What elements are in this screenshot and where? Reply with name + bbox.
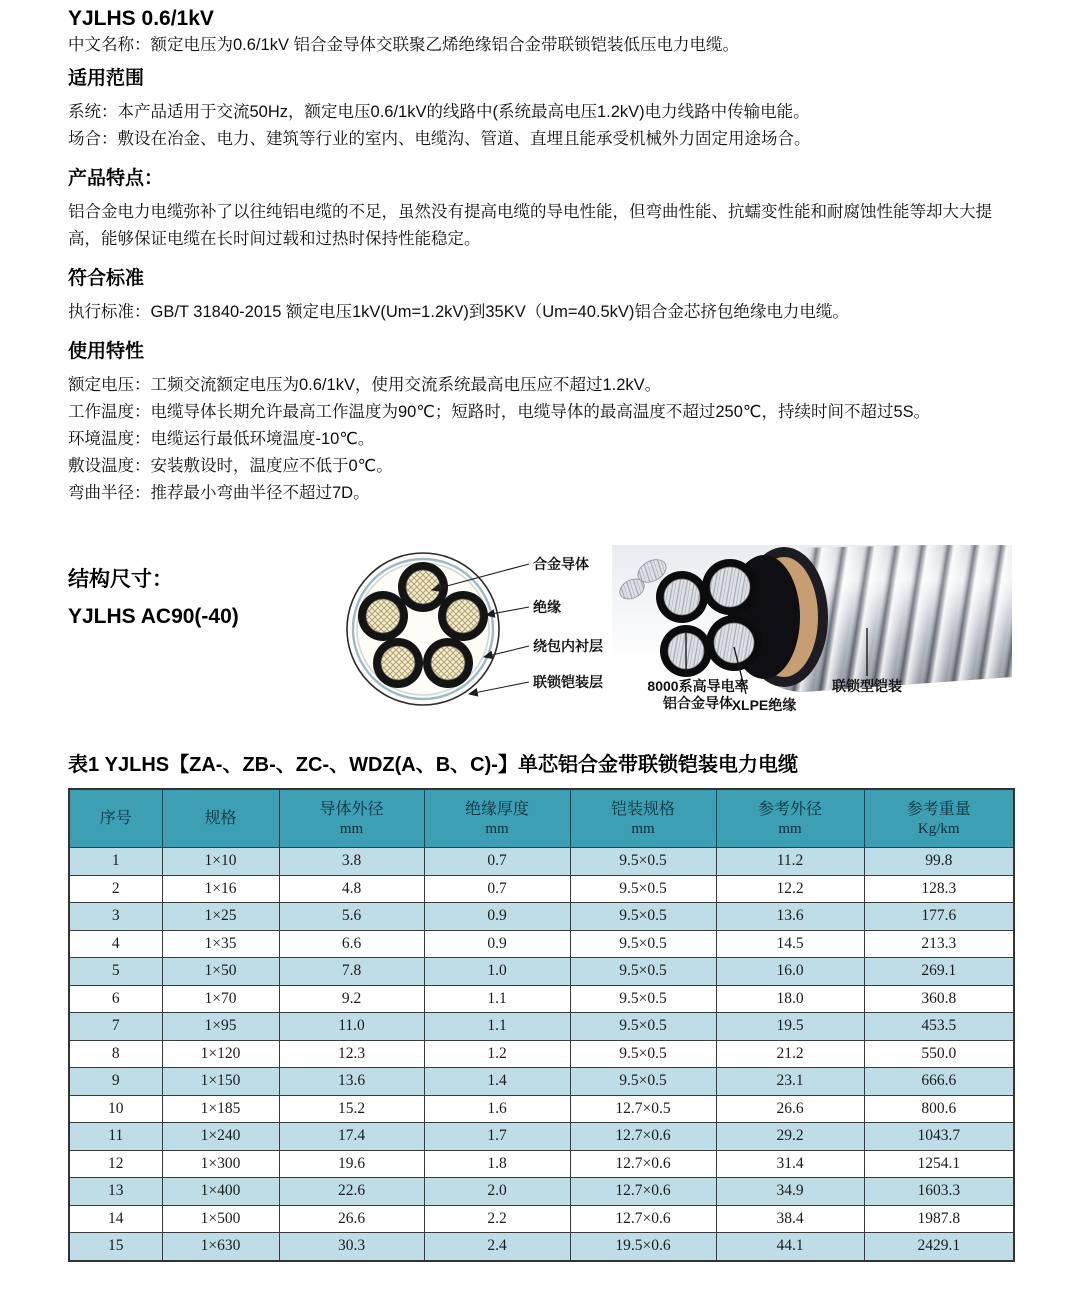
- cell-reference-weight: 1603.3: [864, 1178, 1014, 1206]
- table-row: [69, 1040, 1014, 1068]
- cell-reference-od: 26.6: [716, 1095, 864, 1123]
- cell-insulation-thickness: 1.0: [424, 958, 570, 986]
- section-heading-usage: 使用特性: [68, 341, 145, 362]
- cell-armor-spec: 9.5×0.5: [570, 958, 716, 986]
- structure-title: 结构尺寸：: [68, 568, 173, 591]
- photo-label-armor: 联锁型铠装: [832, 678, 902, 694]
- cell-reference-weight: 666.6: [864, 1068, 1014, 1096]
- cell-reference-weight: 800.6: [864, 1095, 1014, 1123]
- col-header-spec: 规格: [162, 789, 279, 848]
- diagram-label-armor: 联锁铠装层: [533, 674, 603, 690]
- cell-reference-weight: 550.0: [864, 1040, 1014, 1068]
- structure-heading: [68, 563, 239, 629]
- cell-reference-od: 13.6: [716, 903, 864, 931]
- cell-reference-weight: 269.1: [864, 958, 1014, 986]
- cell-index: 2: [69, 875, 162, 903]
- cell-reference-weight: 99.8: [864, 848, 1014, 876]
- cell-reference-od: 18.0: [716, 985, 864, 1013]
- col-header-index: 序号: [69, 789, 162, 848]
- usage-laying-temp-line: 敷设温度：安装敷设时，温度应不低于0℃。: [68, 457, 393, 475]
- cell-armor-spec: 9.5×0.5: [570, 1040, 716, 1068]
- cell-reference-od: 38.4: [716, 1205, 864, 1233]
- cable-cross-section-diagram: [333, 545, 623, 723]
- page-title: YJLHS 0.6/1kV: [68, 7, 214, 30]
- table-row: [69, 930, 1014, 958]
- cell-index: 3: [69, 903, 162, 931]
- cell-spec: 1×300: [162, 1150, 279, 1178]
- table-row: [69, 958, 1014, 986]
- cell-spec: 1×35: [162, 930, 279, 958]
- table-row: [69, 875, 1014, 903]
- cell-conductor-od: 4.8: [279, 875, 424, 903]
- cell-reference-od: 34.9: [716, 1178, 864, 1206]
- cell-conductor-od: 19.6: [279, 1150, 424, 1178]
- cell-armor-spec: 12.7×0.6: [570, 1205, 716, 1233]
- cell-spec: 1×70: [162, 985, 279, 1013]
- cell-conductor-od: 7.8: [279, 958, 424, 986]
- cell-index: 11: [69, 1123, 162, 1151]
- diagram-label-conductor: 合金导体: [533, 556, 589, 572]
- cell-index: 7: [69, 1013, 162, 1041]
- cell-insulation-thickness: 0.7: [424, 875, 570, 903]
- cell-conductor-od: 15.2: [279, 1095, 424, 1123]
- table-row: [69, 1205, 1014, 1233]
- cell-insulation-thickness: 1.2: [424, 1040, 570, 1068]
- cell-insulation-thickness: 0.9: [424, 930, 570, 958]
- cell-insulation-thickness: 0.7: [424, 848, 570, 876]
- cell-armor-spec: 9.5×0.5: [570, 875, 716, 903]
- standards-line: 执行标准：GB/T 31840-2015 额定电压1kV(Um=1.2kV)到35KV（Um=40.5kV)铝合金芯挤包绝缘电力电缆。: [68, 303, 849, 321]
- cell-armor-spec: 12.7×0.5: [570, 1095, 716, 1123]
- cell-armor-spec: 9.5×0.5: [570, 985, 716, 1013]
- col-header-reference-weight: 参考重量 Kg/km: [864, 789, 1014, 848]
- cell-armor-spec: 9.5×0.5: [570, 1068, 716, 1096]
- usage-working-temp-line: 工作温度：电缆导体长期允许最高工作温度为90℃；短路时，电缆导体的最高温度不超过250℃，持续时间不超过5S。: [68, 403, 931, 421]
- table-row: [69, 1150, 1014, 1178]
- cell-reference-od: 16.0: [716, 958, 864, 986]
- cell-spec: 1×150: [162, 1068, 279, 1096]
- chinese-name-line: 中文名称：额定电压为0.6/1kV 铝合金导体交联聚乙烯绝缘铝合金带联锁铠装低压电力电缆。: [68, 36, 740, 54]
- photo-label-conductor-1: 8000系高导电率: [647, 678, 749, 694]
- col-header-insulation-thickness: 绝缘厚度 mm: [424, 789, 570, 848]
- cell-conductor-od: 12.3: [279, 1040, 424, 1068]
- table-row: [69, 1068, 1014, 1096]
- cell-reference-od: 23.1: [716, 1068, 864, 1096]
- cell-conductor-od: 3.8: [279, 848, 424, 876]
- cell-armor-spec: 9.5×0.5: [570, 903, 716, 931]
- table-row: [69, 848, 1014, 876]
- cell-reference-od: 29.2: [716, 1123, 864, 1151]
- cell-index: 9: [69, 1068, 162, 1096]
- cell-spec: 1×50: [162, 958, 279, 986]
- text-column: [68, 6, 1010, 507]
- cell-insulation-thickness: 1.6: [424, 1095, 570, 1123]
- cell-spec: 1×185: [162, 1095, 279, 1123]
- cell-conductor-od: 9.2: [279, 985, 424, 1013]
- cell-reference-weight: 1987.8: [864, 1205, 1014, 1233]
- table-header-row: [69, 789, 1014, 848]
- cell-index: 1: [69, 848, 162, 876]
- cell-insulation-thickness: 1.1: [424, 1013, 570, 1041]
- cell-reference-weight: 177.6: [864, 903, 1014, 931]
- cell-insulation-thickness: 1.7: [424, 1123, 570, 1151]
- spec-table: [68, 788, 1015, 1262]
- features-paragraph: 铝合金电力电缆弥补了以往纯铝电缆的不足，虽然没有提高电缆的导电性能，但弯曲性能、抗蠕变性能和耐腐蚀性能等却大大提高，能够保证电缆在长时间过载和过热时保持性能稳定。: [68, 203, 992, 248]
- cell-reference-od: 12.2: [716, 875, 864, 903]
- cell-insulation-thickness: 0.9: [424, 903, 570, 931]
- table-row: [69, 1233, 1014, 1261]
- cell-insulation-thickness: 2.2: [424, 1205, 570, 1233]
- cell-insulation-thickness: 1.4: [424, 1068, 570, 1096]
- cell-armor-spec: 9.5×0.5: [570, 1013, 716, 1041]
- table-row: [69, 903, 1014, 931]
- cell-index: 12: [69, 1150, 162, 1178]
- cell-conductor-od: 11.0: [279, 1013, 424, 1041]
- cell-index: 6: [69, 985, 162, 1013]
- col-header-conductor-od: 导体外径 mm: [279, 789, 424, 848]
- cell-reference-weight: 453.5: [864, 1013, 1014, 1041]
- spec-table-section: [68, 748, 1013, 1262]
- cell-index: 4: [69, 930, 162, 958]
- cell-armor-spec: 12.7×0.6: [570, 1150, 716, 1178]
- cell-index: 13: [69, 1178, 162, 1206]
- photo-label-xlpe: XLPE绝缘: [731, 697, 797, 713]
- cable-photo: [612, 545, 1012, 717]
- cell-conductor-od: 5.6: [279, 903, 424, 931]
- cell-spec: 1×500: [162, 1205, 279, 1233]
- cell-spec: 1×240: [162, 1123, 279, 1151]
- cell-reference-weight: 213.3: [864, 930, 1014, 958]
- scope-occasion-line: 场合：敷设在冶金、电力、建筑等行业的室内、电缆沟、管道、直埋且能承受机械外力固定用途场合。: [68, 130, 811, 148]
- cell-reference-od: 14.5: [716, 930, 864, 958]
- cell-armor-spec: 9.5×0.5: [570, 930, 716, 958]
- cell-conductor-od: 26.6: [279, 1205, 424, 1233]
- table-row: [69, 1095, 1014, 1123]
- table-row: [69, 1013, 1014, 1041]
- cell-spec: 1×10: [162, 848, 279, 876]
- cell-reference-od: 44.1: [716, 1233, 864, 1261]
- cell-conductor-od: 22.6: [279, 1178, 424, 1206]
- cell-armor-spec: 12.7×0.6: [570, 1123, 716, 1151]
- cell-reference-weight: 1254.1: [864, 1150, 1014, 1178]
- cell-spec: 1×630: [162, 1233, 279, 1261]
- cell-armor-spec: 12.7×0.6: [570, 1178, 716, 1206]
- cell-armor-spec: 9.5×0.5: [570, 848, 716, 876]
- cell-spec: 1×400: [162, 1178, 279, 1206]
- cell-conductor-od: 30.3: [279, 1233, 424, 1261]
- cell-reference-od: 21.2: [716, 1040, 864, 1068]
- cell-index: 15: [69, 1233, 162, 1261]
- cell-reference-od: 31.4: [716, 1150, 864, 1178]
- cell-index: 5: [69, 958, 162, 986]
- cell-armor-spec: 19.5×0.6: [570, 1233, 716, 1261]
- cell-reference-weight: 2429.1: [864, 1233, 1014, 1261]
- diagram-label-inner-liner: 绕包内衬层: [533, 638, 603, 654]
- col-header-armor-spec: 铠装规格 mm: [570, 789, 716, 848]
- table-row: [69, 1123, 1014, 1151]
- table-row: [69, 985, 1014, 1013]
- cell-insulation-thickness: 1.8: [424, 1150, 570, 1178]
- table-title: 表1 YJLHS【ZA-、ZB-、ZC-、WDZ(A、B、C)-】单芯铝合金带联锁铠装电力电缆: [68, 754, 798, 776]
- cell-conductor-od: 6.6: [279, 930, 424, 958]
- cell-reference-weight: 128.3: [864, 875, 1014, 903]
- section-heading-scope: 适用范围: [68, 68, 145, 89]
- cell-reference-weight: 360.8: [864, 985, 1014, 1013]
- cell-conductor-od: 13.6: [279, 1068, 424, 1096]
- cell-conductor-od: 17.4: [279, 1123, 424, 1151]
- scope-system-line: 系统：本产品适用于交流50Hz，额定电压0.6/1kV的线路中(系统最高电压1.2kV)电力线路中传输电能。: [68, 103, 810, 121]
- cell-insulation-thickness: 2.0: [424, 1178, 570, 1206]
- photo-label-conductor-2: 铝合金导体: [663, 695, 733, 711]
- cell-reference-od: 19.5: [716, 1013, 864, 1041]
- cell-spec: 1×120: [162, 1040, 279, 1068]
- cell-reference-weight: 1043.7: [864, 1123, 1014, 1151]
- diagram-label-insulation: 绝缘: [533, 599, 561, 615]
- cell-spec: 1×95: [162, 1013, 279, 1041]
- cell-spec: 1×25: [162, 903, 279, 931]
- usage-ambient-temp-line: 环境温度：电缆运行最低环境温度-10℃。: [68, 430, 375, 448]
- cell-index: 10: [69, 1095, 162, 1123]
- cell-index: 14: [69, 1205, 162, 1233]
- cell-spec: 1×16: [162, 875, 279, 903]
- cell-insulation-thickness: 2.4: [424, 1233, 570, 1261]
- table-row: [69, 1178, 1014, 1206]
- col-header-reference-od: 参考外径 mm: [716, 789, 864, 848]
- section-heading-features: 产品特点：: [68, 168, 164, 189]
- section-heading-standards: 符合标准: [68, 268, 145, 289]
- structure-section: [0, 545, 1077, 745]
- cell-index: 8: [69, 1040, 162, 1068]
- cell-insulation-thickness: 1.1: [424, 985, 570, 1013]
- usage-bend-radius-line: 弯曲半径：推荐最小弯曲半径不超过7D。: [68, 484, 370, 502]
- structure-model: YJLHS AC90(-40): [68, 605, 239, 628]
- cell-reference-od: 11.2: [716, 848, 864, 876]
- usage-rated-voltage-line: 额定电压：工频交流额定电压为0.6/1kV，使用交流系统最高电压应不超过1.2kV。: [68, 376, 662, 394]
